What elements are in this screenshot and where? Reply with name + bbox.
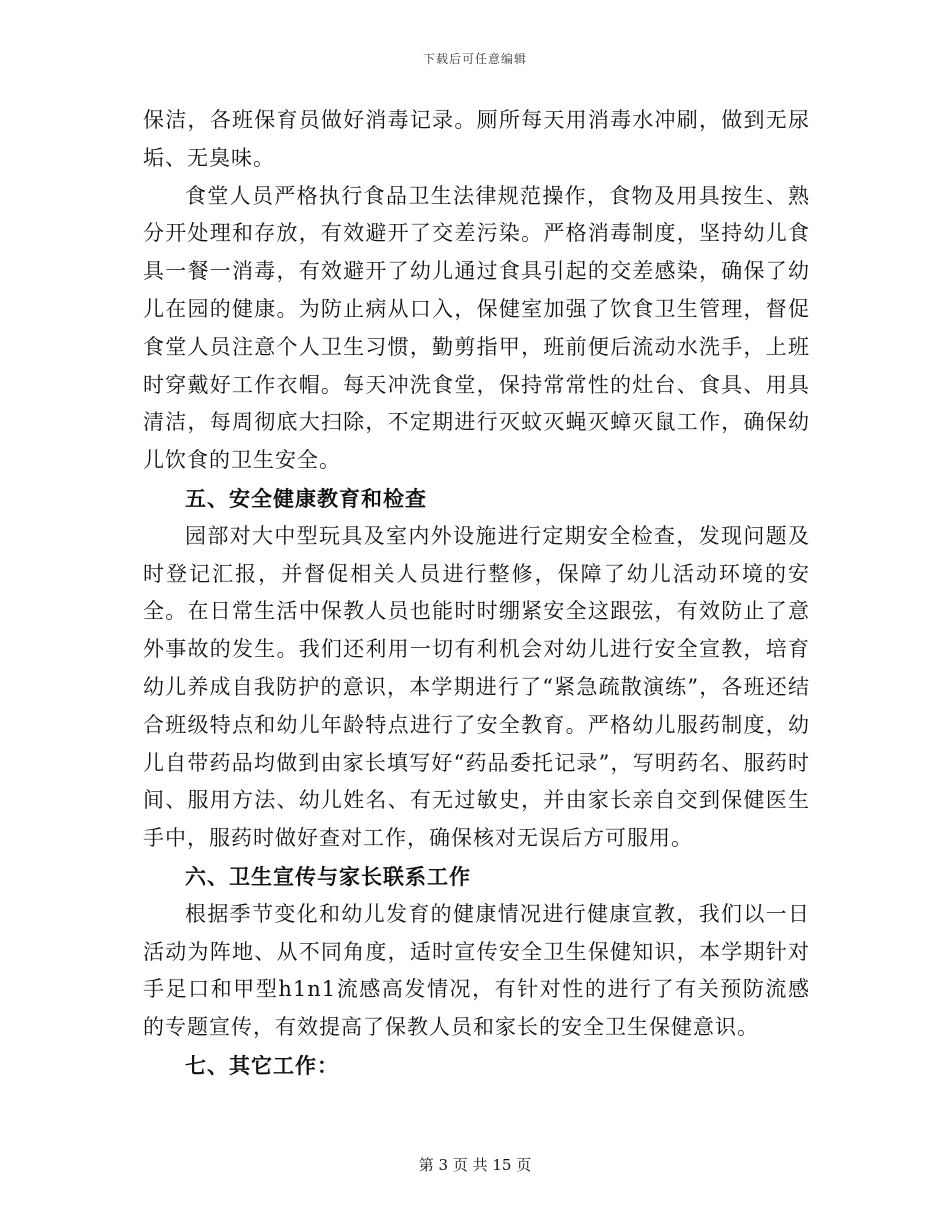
paragraph-cleaning: 保洁，各班保育员做好消毒记录。厕所每天用消毒水冲刷，做到无尿垢、无臭味。 bbox=[143, 108, 810, 170]
paragraph-publicity: 根据季节变化和幼儿发育的健康情况进行健康宣教，我们以一日活动为阵地、从不同角度，适时宣传安全卫生保健知识，本学期针对手足口和甲型h1n1流感高发情况，有针对性的进行了有关预防流感的专题宣传，有效提高了保教人员和家长的安全卫生保健意识。 bbox=[143, 901, 810, 1040]
paragraph-safety: 园部对大中型玩具及室内外设施进行定期安全检查，发现问题及时登记汇报，并督促相关人员进行整修，保障了幼儿活动环境的安全。在日常生活中保教人员也能时时绷紧安全这跟弦，有效防止了意外事故的发生。我们还利用一切有利机会对幼儿进行安全宣教，培育幼儿养成自我防护的意识，本学期进行了“紧急疏散演练”，各班还结合班级特点和幼儿年龄特点进行了安全教育。严格幼儿服药制度，幼儿自带药品均做到由家长填写好“药品委托记录”，写明药名、服药时间、服用方法、幼儿姓名、有无过敏史，并由家长亲自交到保健医生手中，服药时做好查对工作，确保核对无误后方可服用。 bbox=[143, 523, 810, 851]
section-heading-5: 五、安全健康教育和检查 bbox=[185, 485, 427, 511]
page-header: 下载后可任意编辑 bbox=[422, 52, 527, 66]
document-body bbox=[143, 102, 810, 1085]
page-number: 第 3 页 共 15 页 bbox=[418, 1156, 532, 1174]
section-heading-7: 七、其它工作： bbox=[185, 1052, 339, 1078]
section-heading-6: 六、卫生宣传与家长联系工作 bbox=[185, 863, 471, 889]
paragraph-canteen: 食堂人员严格执行食品卫生法律规范操作，食物及用具按生、熟分开处理和存放，有效避开了交差污染。严格消毒制度，坚持幼儿食具一餐一消毒，有效避开了幼儿通过食具引起的交差感染，确保了幼儿在园的健康。为防止病从口入，保健室加强了饮食卫生管理，督促食堂人员注意个人卫生习惯，勤剪指甲，班前便后流动水洗手，上班时穿戴好工作衣帽。每天冲洗食堂，保持常常性的灶台、食具、用具清洁，每周彻底大扫除，不定期进行灭蚊灭蝇灭蟑灭鼠工作，确保幼儿饮食的卫生安全。 bbox=[143, 183, 810, 473]
